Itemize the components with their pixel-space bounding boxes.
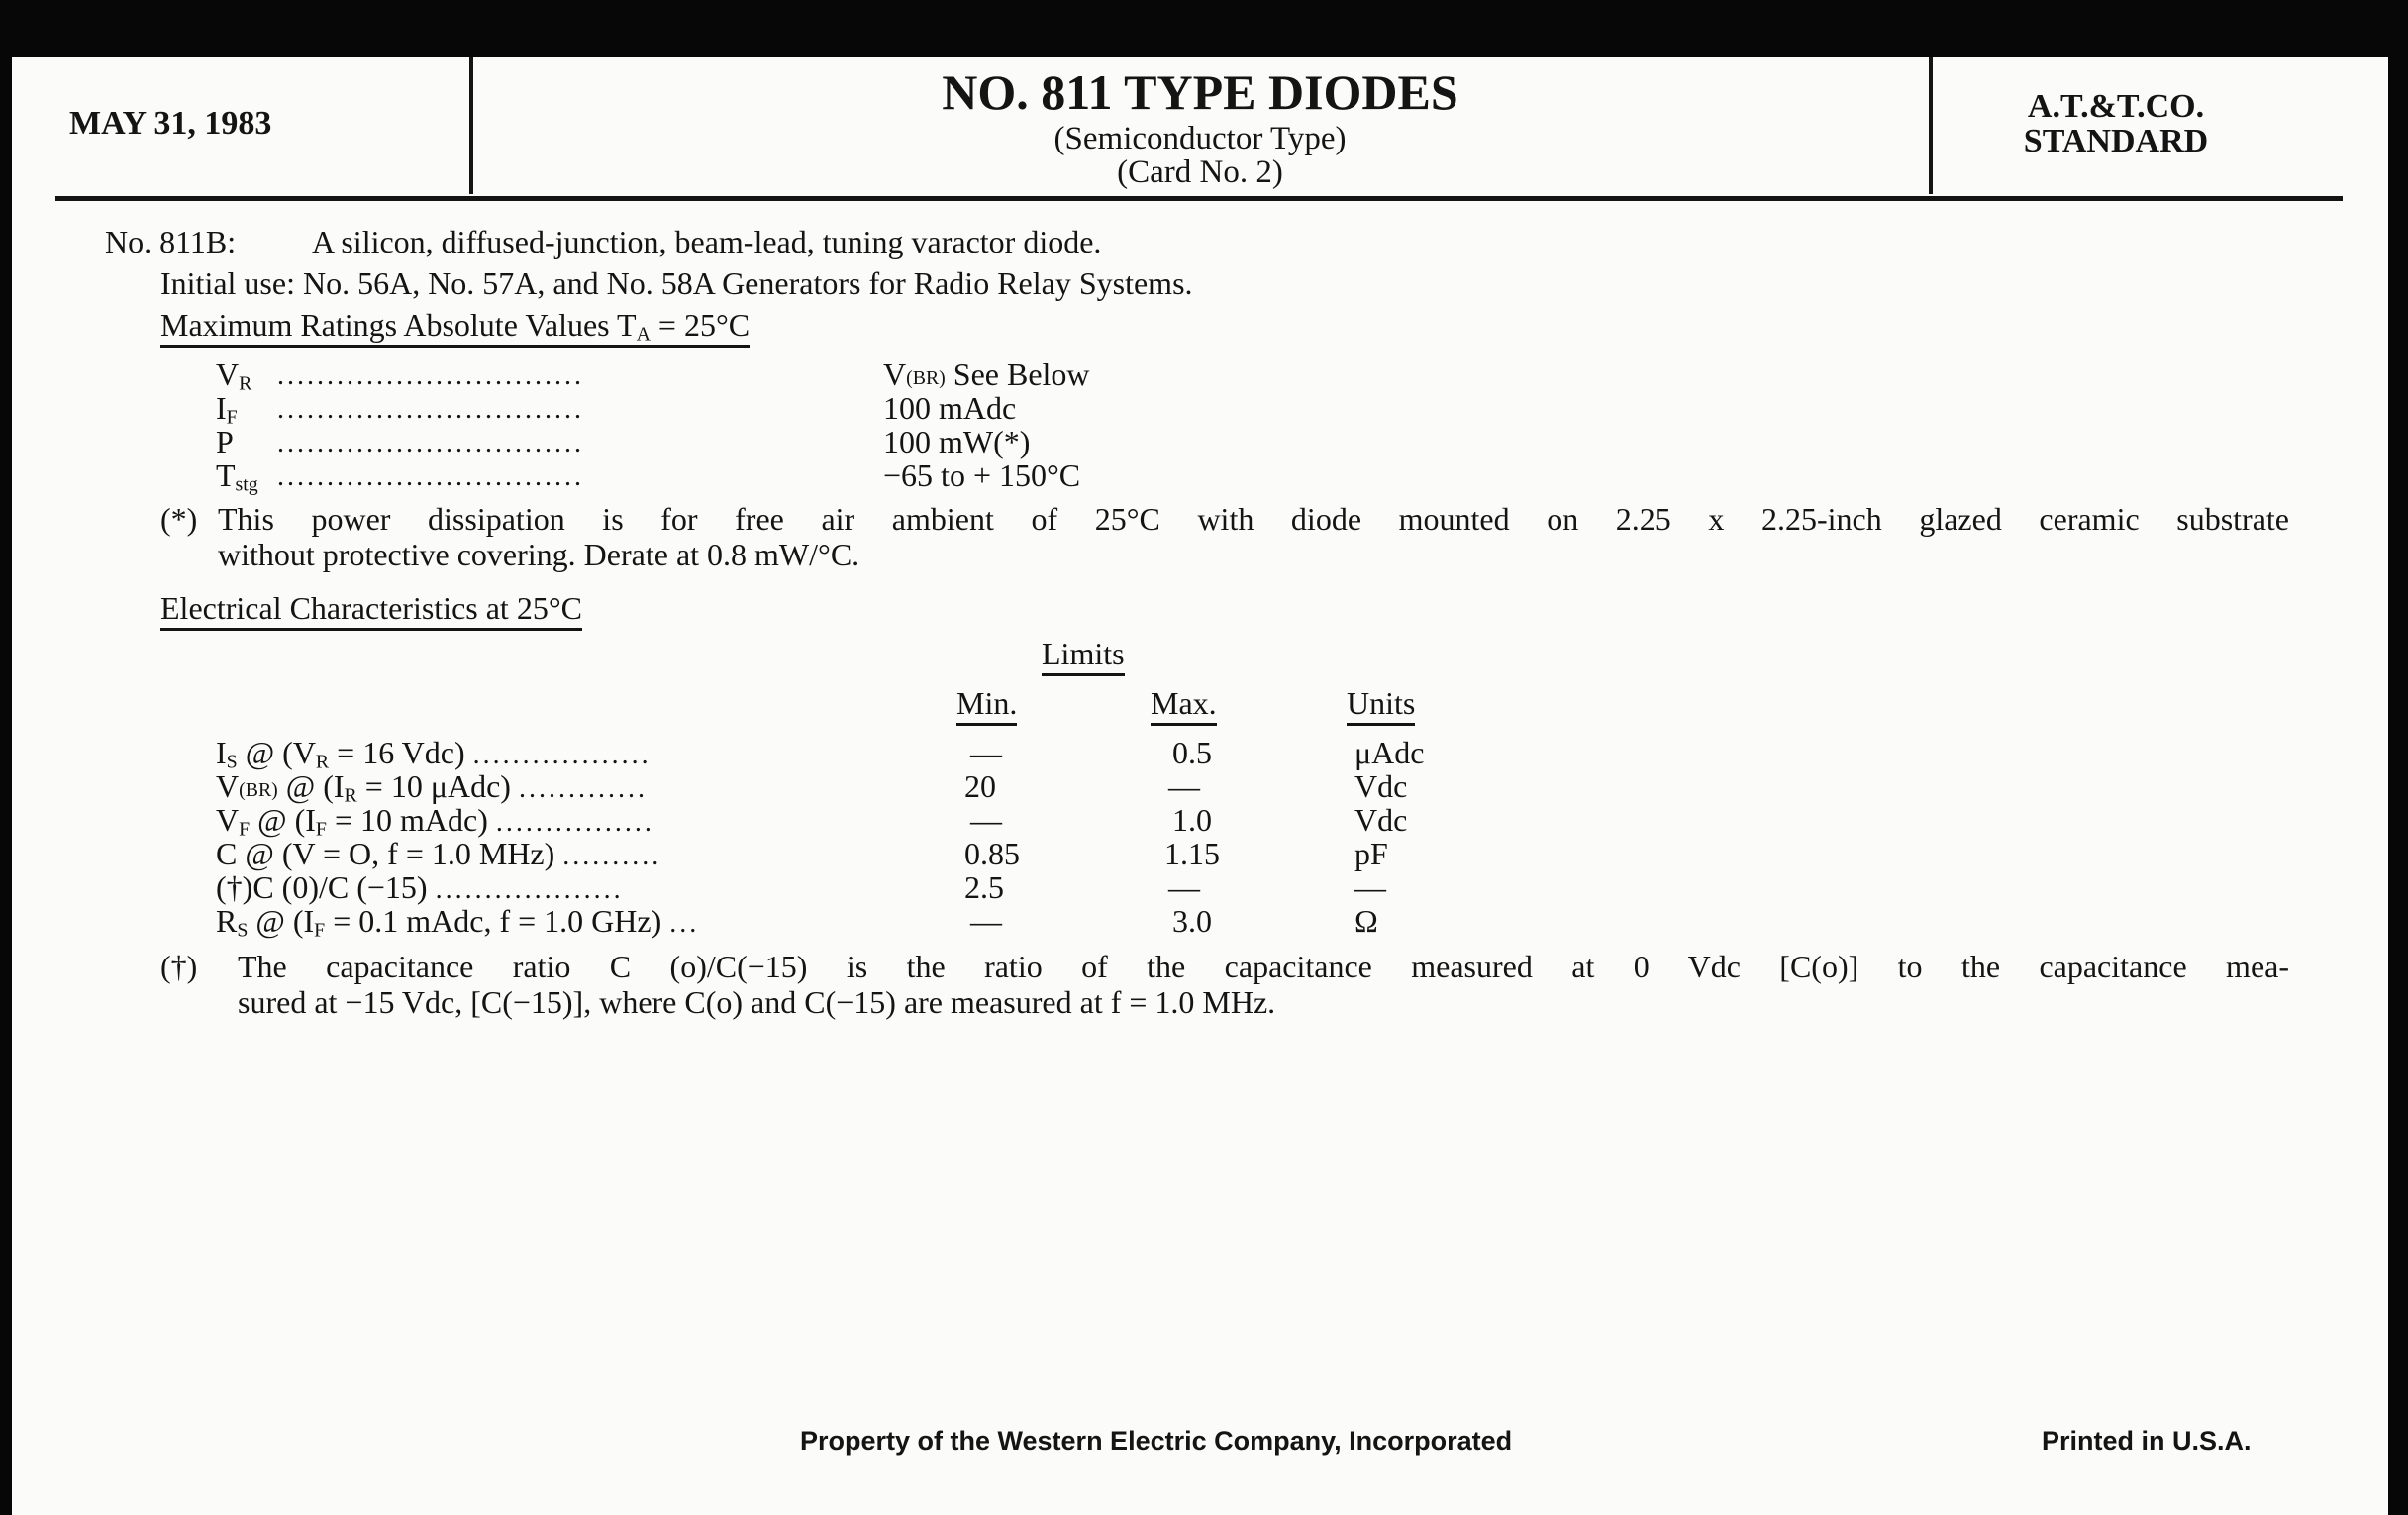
units-value: Vdc — [1354, 768, 1408, 804]
initial-use: Initial use: No. 56A, No. 57A, and No. 58A Generators for Radio Relay Systems. — [160, 265, 1193, 301]
electrical-heading: Electrical Characteristics at 25°C — [160, 590, 582, 627]
diode-code: No. 811B: — [105, 224, 237, 259]
ratio-note-line1: The capacitance ratio C (o)/C(−15) is the ratio of the capacitance measured at 0 Vdc [C(o)] to the capacitance mea- — [238, 949, 2289, 984]
max-value: 3.0 — [1172, 903, 1212, 939]
rating-row — [216, 457, 258, 494]
power-note-line2: without protective covering. Derate at 0.8 mW/°C. — [218, 537, 860, 572]
rating-value: 100 mAdc — [883, 390, 1017, 426]
units-value: μAdc — [1354, 735, 1425, 770]
power-note-line1: This power dissipation is for free air ambient of 25°C with diode mounted on 2.25 x 2.25-inch glazed ceramic substrate — [218, 501, 2289, 537]
power-note-mark: (*) — [160, 501, 198, 537]
rating-symbol: $I_F$ — [216, 390, 238, 429]
param-label-rs: $R_S$ @ ($I_F = 0.1$ mAdc, f = 1.0 GHz) ... — [216, 903, 700, 942]
diode-description: A silicon, diffused-junction, beam-lead, tuning varactor diode. — [312, 224, 1102, 259]
catalog-card — [12, 57, 2388, 1515]
rating-symbol: P — [216, 424, 234, 459]
max-value: 1.15 — [1164, 836, 1220, 871]
leader-dots: ............................... — [277, 461, 584, 492]
footer-printed: Printed in U.S.A. — [2042, 1426, 2252, 1456]
leader-dots: ............................... — [277, 360, 584, 391]
min-value: 2.5 — [964, 869, 1004, 905]
rating-symbol: $T_{stg}$ — [216, 457, 258, 496]
min-value: — — [970, 735, 1002, 770]
rating-value: −65 to + 150°C — [883, 457, 1081, 493]
max-ratings-heading: Maximum Ratings Absolute Values $T_A = 25^\circ C$ — [160, 307, 750, 344]
max-value: 0.5 — [1172, 735, 1212, 770]
min-value: — — [970, 903, 1002, 939]
param-label-is: $I_S$ @ ($V_R = 16$ Vdc) .................. — [216, 735, 652, 773]
header-rule — [55, 196, 2343, 201]
min-value: 0.85 — [964, 836, 1020, 871]
rating-value: 100 mW(*) — [883, 424, 1031, 459]
col-min-header: Min. — [956, 685, 1017, 722]
param-label-vf: $V_F$ @ ($I_F = 10$ mAdc) ................ — [216, 802, 654, 841]
org-stamp — [1943, 89, 2289, 158]
leader-dots: ............................... — [277, 394, 584, 425]
rating-row — [216, 390, 238, 427]
units-value: Ω — [1354, 903, 1378, 939]
param-label-vbr: V(BR) @ ($I_R = 10$ μAdc) ............. — [216, 768, 648, 807]
card-title: NO. 811 TYPE DIODES — [942, 64, 1458, 120]
units-value: pF — [1354, 836, 1388, 871]
footer-property: Property of the Western Electric Company, Incorporated — [800, 1426, 1513, 1456]
header-divider-right — [1929, 57, 1933, 194]
leader-dots: ............................... — [277, 428, 584, 458]
units-value: Vdc — [1354, 802, 1408, 838]
card-number: (Card No. 2) — [1117, 154, 1283, 190]
ratio-note-mark: (†) — [160, 949, 198, 984]
rating-symbol: $V_R$ — [216, 356, 252, 395]
param-label-ratio: (†)C (0)/C (−15) ................... — [216, 869, 624, 905]
units-value: — — [1354, 869, 1386, 905]
card-subtitle: (Semiconductor Type) — [1054, 121, 1347, 156]
org-standard: STANDARD — [2023, 123, 2209, 159]
card-date: MAY 31, 1983 — [69, 105, 272, 142]
param-label-c: C @ (V = O, f = 1.0 MHz) .......... — [216, 836, 662, 871]
org-name: A.T.&T.CO. — [2027, 88, 2205, 125]
col-units-header: Units — [1347, 685, 1415, 722]
limits-label: Limits — [1042, 636, 1125, 672]
max-value: — — [1168, 768, 1200, 804]
rating-value: V(BR) See Below — [883, 356, 1090, 392]
col-max-header: Max. — [1151, 685, 1217, 722]
rating-row — [216, 424, 234, 460]
max-value: — — [1168, 869, 1200, 905]
rating-row — [216, 356, 251, 393]
ratio-note-line2: sured at −15 Vdc, [C(−15)], where C(o) and C(−15) are measured at f = 1.0 MHz. — [238, 984, 1276, 1020]
max-value: 1.0 — [1172, 802, 1212, 838]
min-value: — — [970, 802, 1002, 838]
min-value: 20 — [964, 768, 996, 804]
